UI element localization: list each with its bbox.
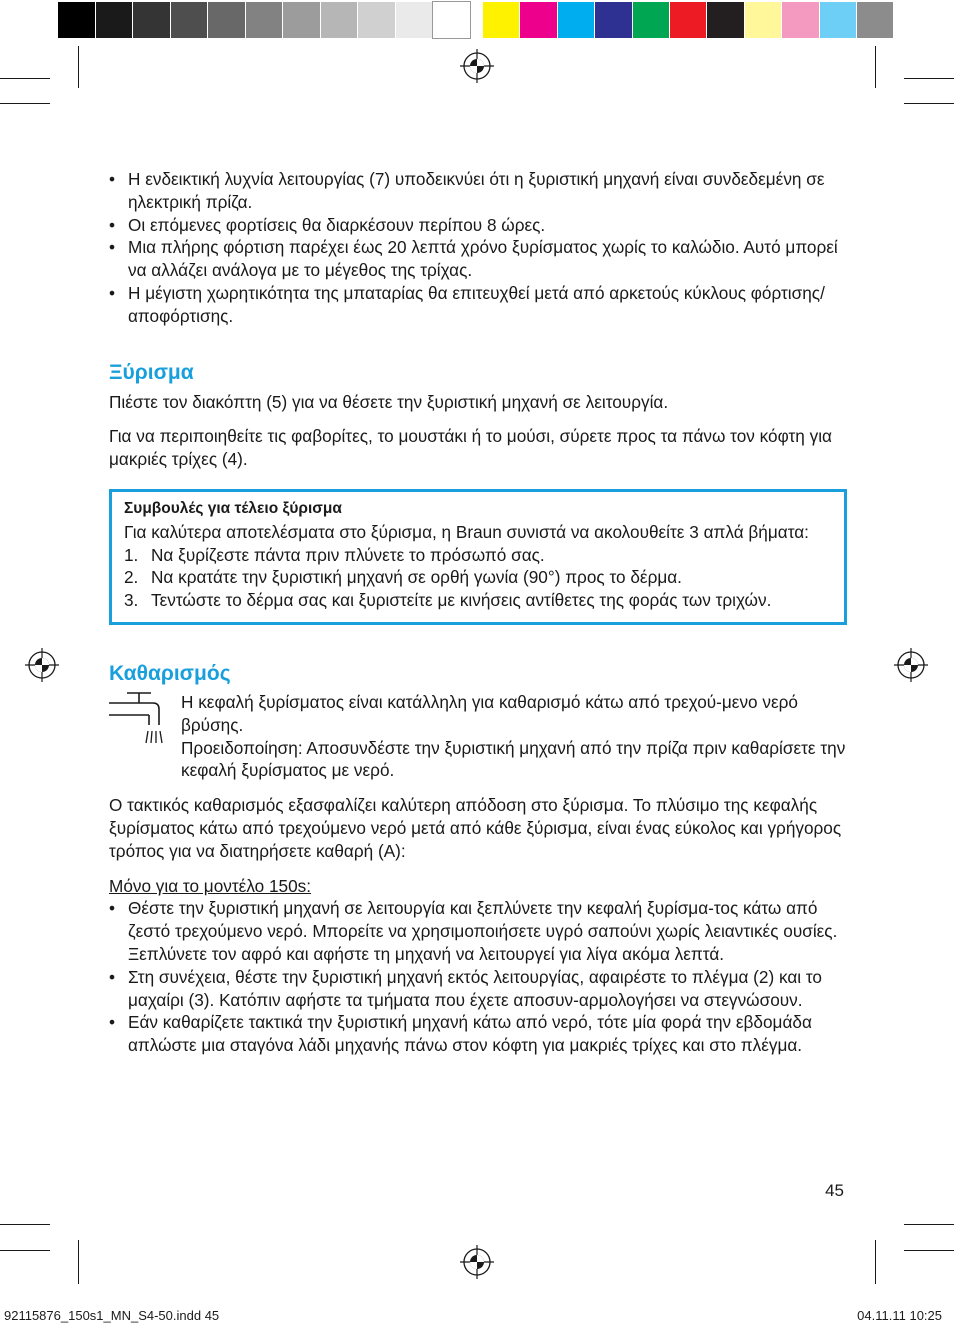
crop-mark [904,78,954,79]
tips-title: Συμβουλές για τέλειο ξύρισμα [124,499,342,517]
shaving-paragraph: Πιέστε τον διακόπτη (5) για να θέσετε την ξυριστική μηχανή σε λειτουργία. [109,391,669,412]
faucet-paragraph: Η κεφαλή ξυρίσματος είναι κατάλληλη για καθαρισμό κάτω από τρεχού-μενο νερό βρύσης. [181,691,798,735]
list-item: • Οι επόμενες φορτίσεις θα διαρκέσουν περίπου 8 ώρες. [109,214,847,237]
color-swatch [745,2,781,38]
cleaning-bullet-list [109,897,847,1057]
color-swatch [283,2,320,38]
color-swatch [558,2,594,38]
step-number: 3. [124,590,139,611]
step-number: 1. [124,544,139,565]
crop-mark [0,1224,50,1225]
color-swatch [171,2,208,38]
page-content [109,168,847,1057]
color-swatch [58,2,95,38]
list-item: • Εάν καθαρίζετε τακτικά την ξυριστική μηχανή κάτω από νερό, τότε μία φορά την εβδομάδα απλώστε μια σταγόνα λάδι μηχανής πάνω στον κόφτη για μακριές τρίχες και στο πλέγμα. [109,1011,847,1057]
registration-mark-icon [460,49,494,83]
list-item [124,566,832,589]
crop-mark [904,1224,954,1225]
list-item: • Η μέγιστη χωρητικότητα της μπαταρίας θα επιτευχθεί μετά από αρκετούς κύκλους φόρτισης/αποφόρτισης. [109,282,847,328]
color-swatch [133,2,170,38]
color-swatch [321,2,358,38]
color-swatch [670,2,706,38]
shaving-heading: Ξύρισμα [109,360,194,384]
crop-mark [78,46,79,88]
color-swatch [433,2,470,38]
tips-steps-list [124,544,832,612]
list-item [124,544,832,567]
faucet-section [109,691,847,782]
tips-intro: Για καλύτερα αποτελέσματα στο ξύρισμα, η Braun συνιστά να ακολουθείτε 3 απλά βήματα: [124,521,809,542]
model-note: Μόνο για το μοντέλο 150s: [109,875,312,896]
cleaning-paragraph: Ο τακτικός καθαρισμός εξασφαλίζει καλύτερη απόδοση στο ξύρισμα. Το πλύσιμο της κεφαλής ξυρίσματος κάτω από τρεχούμενο νερό μετά από κάθε ξύρισμα, είναι ένας εύκολος και γρήγορος τρόπος για να διατηρήσετε καθαρή (A): [109,795,842,861]
warning-paragraph: Προειδοποίηση: Αποσυνδέστε την ξυριστική μηχανή από την πρίζα πριν καθαρίσετε την κεφαλή ξυρίσματος με νερό. [181,737,846,781]
footer-file-info: 92115876_150s1_MN_S4-50.indd 45 [4,1308,220,1323]
color-swatch [358,2,395,38]
list-item: • Θέστε την ξυριστική μηχανή σε λειτουργία και ξεπλύνετε την κεφαλή ξυρίσμα-τος κάτω από ζεστό τρεχούμενο νερό. Μπορείτε να χρησιμοποιήσετε υγρό σαπούνι χωρίς λειαντικές ουσίες. Ξεπλύνετε τον αφρό και αφήστε τη μηχανή να λειτουργεί για λίγα ακόμα λεπτά. [109,897,847,965]
color-swatch [820,2,856,38]
list-item: • Η ενδεικτική λυχνία λειτουργίας (7) υποδεικνύει ότι η ξυριστική μηχανή είναι συνδεδεμένη σε ηλεκτρική πρίζα. [109,168,847,214]
color-swatch [707,2,743,38]
color-swatch [483,2,519,38]
step-number: 2. [124,567,139,588]
color-swatch [520,2,556,38]
crop-mark [904,103,954,104]
color-swatch [595,2,631,38]
color-swatch [633,2,669,38]
color-swatch [782,2,818,38]
color-swatch [96,2,133,38]
intro-bullet-list [109,168,847,328]
crop-mark [78,1240,79,1284]
tips-box [109,489,847,625]
list-item: • Στη συνέχεια, θέστε την ξυριστική μηχανή εκτός λειτουργίας, αφαιρέστε το πλέγμα (2) και το μαχαίρι (3). Κατόπιν αφήστε τα τμήματα που έχετε αποσυν-αρμολογήσει να στεγνώσουν. [109,966,847,1012]
shaving-paragraph: Για να περιποιηθείτε τις φαβορίτες, το μουστάκι ή το μούσι, σύρετε προς τα πάνω τον κόφτη για μακριές τρίχες (4). [109,426,832,470]
crop-mark [875,46,876,88]
list-item [124,589,832,612]
registration-mark-icon [460,1245,494,1279]
registration-mark-icon [894,648,928,682]
cleaning-heading: Καθαρισμός [109,661,231,685]
step-text: Να ξυρίζεστε πάντα πριν πλύνετε το πρόσωπό σας. [151,544,545,565]
step-text: Να κρατάτε την ξυριστική μηχανή σε ορθή γωνία (90°) προς το δέρμα. [151,567,682,588]
footer-timestamp: 04.11.11 10:25 [857,1308,942,1323]
page-number: 45 [825,1181,844,1200]
crop-mark [0,103,50,104]
crop-mark [0,1250,50,1251]
registration-mark-icon [25,648,59,682]
faucet-text [181,691,847,782]
faucet-icon [109,691,181,782]
color-swatch [246,2,283,38]
color-swatch [396,2,433,38]
crop-mark [875,1240,876,1284]
step-text: Τεντώστε το δέρμα σας και ξυριστείτε με κινήσεις αντίθετες της φοράς των τριχών. [151,590,772,611]
crop-mark [904,1250,954,1251]
list-item: • Μια πλήρης φόρτιση παρέχει έως 20 λεπτά χρόνο ξυρίσματος χωρίς το καλώδιο. Αυτό μπορεί να αλλάζει ανάλογα με το μέγεθος της τρίχας. [109,236,847,282]
crop-mark [0,78,50,79]
color-swatch [857,2,893,38]
color-swatch [208,2,245,38]
